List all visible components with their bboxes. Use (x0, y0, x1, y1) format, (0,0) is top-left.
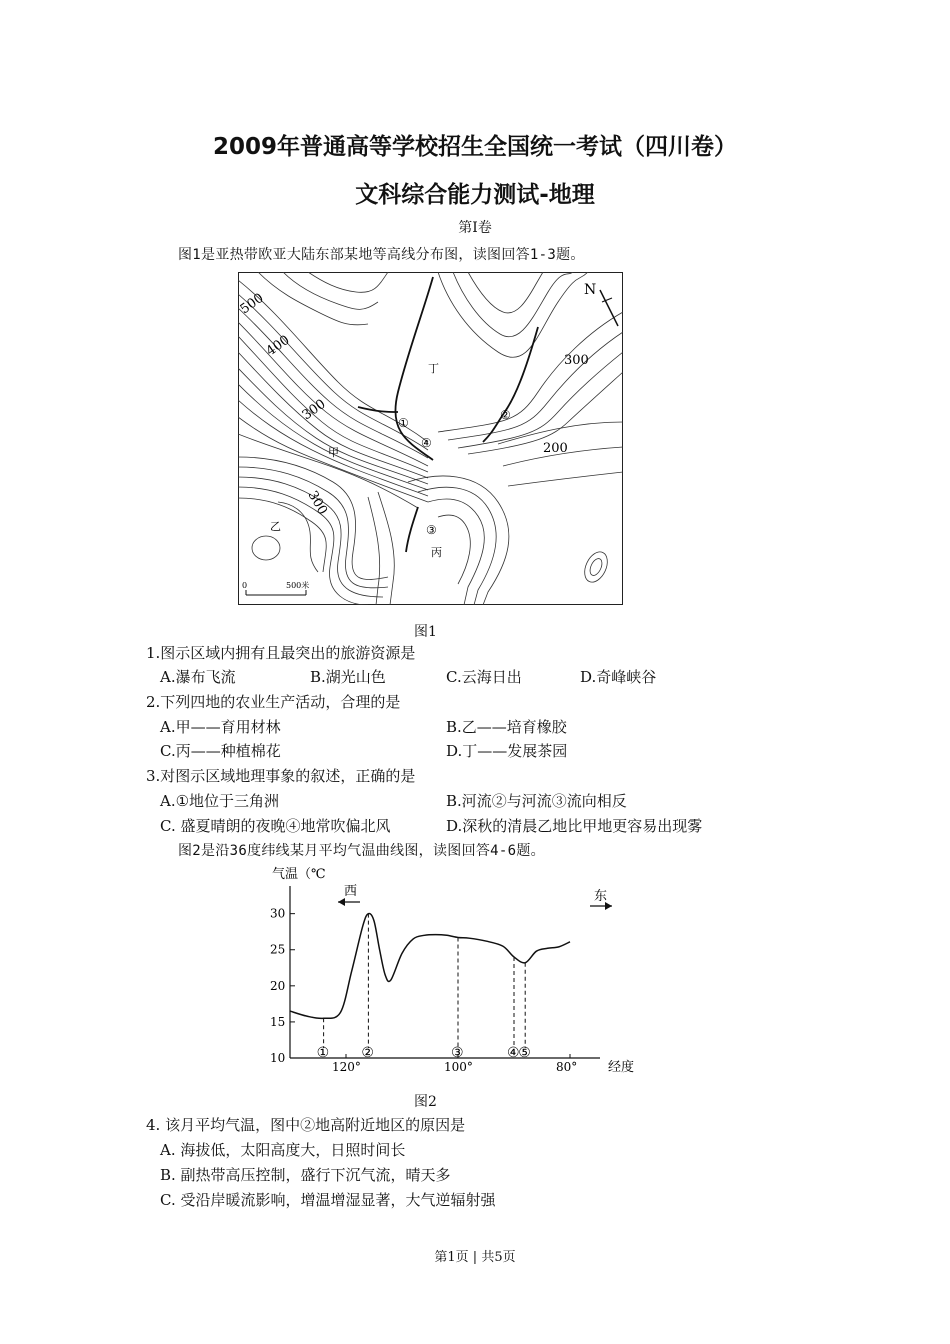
question-1-option-c: C.云海日出 (446, 668, 522, 686)
temperature-chart (268, 862, 648, 1080)
question-2-stem: 2.下列四地的农业生产活动，合理的是 (146, 693, 401, 711)
exam-title: 2009年普通高等学校招生全国统一考试（四川卷） (212, 134, 737, 160)
contour-label: 300 (304, 488, 330, 518)
chart-marker-4: ④ (507, 1045, 520, 1061)
exam-subtitle: 文科综合能力测试-地理 (355, 182, 595, 208)
east-label: 东 (594, 889, 608, 904)
figure1-intro: 图1是亚热带欧亚大陆东部某地等高线分布图，读图回答1-3题。 (178, 247, 585, 263)
question-1-option-a: A.瀑布飞流 (160, 668, 236, 686)
place-ding: 丁 (428, 362, 439, 375)
figure1-caption: 图1 (414, 624, 437, 640)
y-tick-label: 15 (270, 1014, 286, 1029)
contour-label: 300 (564, 353, 589, 368)
temperature-curve (290, 913, 570, 1018)
chart-marker-3: ③ (451, 1045, 464, 1061)
y-axis-label: 气温（℃ (272, 867, 326, 882)
question-3-option-c: C. 盛夏晴朗的夜晚④地常吹偏北风 (160, 817, 391, 835)
place-bing: 丙 (431, 546, 442, 559)
question-1-stem: 1.图示区域内拥有且最突出的旅游资源是 (146, 644, 416, 662)
question-3-option-d: D.深秋的清晨乙地比甲地更容易出现雾 (446, 817, 703, 835)
marker-2: ② (500, 408, 511, 422)
x-axis-label: 经度 (608, 1060, 635, 1075)
place-jia: 甲 (328, 446, 339, 459)
place-yi: 乙 (270, 520, 281, 533)
question-4-option-c: C. 受沿岸暖流影响，增温增湿显著，大气逆辐射强 (160, 1191, 496, 1209)
x-tick-label: 120° (332, 1060, 361, 1074)
marker-4: ④ (421, 436, 432, 450)
contour-label: 200 (543, 441, 568, 456)
question-3-option-b: B.河流②与河流③流向相反 (446, 792, 627, 810)
page-footer: 第1页 | 共5页 (434, 1250, 516, 1265)
question-4-option-b: B. 副热带高压控制，盛行下沉气流，晴天多 (160, 1166, 451, 1184)
west-arrow (338, 884, 360, 906)
question-3-option-a: A.①地位于三角洲 (160, 792, 280, 810)
contour-label: 300 (299, 396, 329, 424)
x-tick-label: 80° (556, 1060, 578, 1074)
question-3-stem: 3.对图示区域地理事象的叙述，正确的是 (146, 767, 416, 785)
figure2-caption: 图2 (414, 1094, 437, 1110)
question-4-option-a: A. 海拔低，太阳高度大，日照时间长 (160, 1141, 406, 1159)
y-tick-label: 20 (270, 978, 286, 993)
contour-label: 400 (263, 332, 293, 360)
y-tick-label: 10 (270, 1051, 286, 1065)
marker-1: ① (398, 416, 409, 430)
contour-label: 500 (238, 290, 267, 318)
question-2-option-a: A.甲——育用材林 (160, 718, 281, 736)
chart-marker-5: ⑤ (518, 1045, 531, 1061)
scale-zero: 0 (242, 581, 248, 590)
volume-label: 第Ⅰ卷 (458, 220, 492, 236)
y-tick-label: 25 (270, 942, 286, 957)
marker-3: ③ (426, 523, 437, 537)
figure2-intro: 图2是沿36度纬线某月平均气温曲线图，读图回答4-6题。 (178, 843, 545, 859)
chart-marker-1: ① (316, 1045, 330, 1061)
chart-marker-2: ② (361, 1045, 374, 1061)
y-tick-label: 30 (270, 906, 286, 921)
question-1-option-d: D.奇峰峡谷 (580, 668, 657, 686)
east-arrow (590, 889, 612, 910)
question-4-stem: 4. 该月平均气温，图中②地高附近地区的原因是 (146, 1116, 466, 1134)
north-label: N (584, 282, 597, 298)
question-2-option-b: B.乙——培育橡胶 (446, 718, 567, 736)
question-2-option-c: C.丙——种植棉花 (160, 742, 281, 760)
west-label: 西 (344, 884, 358, 899)
x-tick-label: 100° (444, 1060, 473, 1074)
question-2-option-d: D.丁——发展茶园 (446, 742, 568, 760)
question-1-option-b: B.湖光山色 (310, 668, 386, 686)
scale-label: 500米 (286, 581, 310, 590)
contour-map (238, 272, 623, 605)
